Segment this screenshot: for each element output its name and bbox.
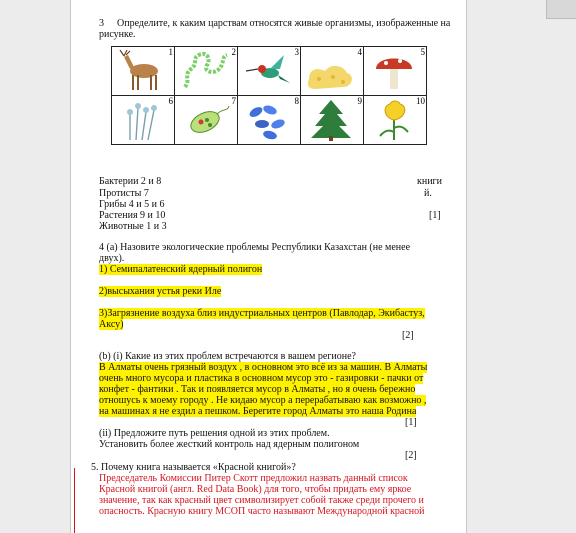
fir-tree-icon	[303, 98, 359, 142]
mold-icon	[114, 98, 170, 142]
side-word: книги	[417, 176, 443, 187]
deer-icon	[114, 49, 170, 93]
bacteria-icon	[240, 98, 296, 142]
cell-number: 3	[294, 47, 299, 57]
corner-tab	[546, 0, 576, 19]
organism-grid	[111, 46, 427, 145]
worksheet-page	[70, 0, 467, 533]
q5-answer-line: значение, так как красный цвет символизирует собой также среди прочего и	[99, 495, 424, 506]
yellow-flower-icon	[366, 98, 422, 142]
q5-answer-line: Председатель Комиссии Питер Скотт предложил назвать данный список	[99, 473, 408, 484]
q4b-ii-prompt: (ii) Предложите путь решения одной из этих проблем.	[99, 428, 330, 439]
q3-prompt-cont: рисунке.	[99, 29, 136, 40]
yeast-culture-icon	[303, 49, 359, 93]
q3-answer-2: Протисты 7	[99, 188, 149, 199]
cell-number: 10	[416, 96, 425, 106]
right-gutter	[465, 0, 576, 533]
margin-line	[74, 468, 75, 533]
q4a-prompt: 4 (a) Назовите экологические проблемы Республики Казахстан (не менее	[99, 242, 411, 253]
q4a-answer-2: 2)высыхания устья реки Иле	[99, 286, 222, 297]
q3-answer-3: Грибы 4 и 5 и 6	[99, 199, 165, 210]
cell-number: 5	[420, 47, 425, 57]
grid-cell	[301, 96, 364, 145]
q3-answer-1: Бактерии 2 и 8	[99, 176, 162, 187]
cell-number: 6	[168, 96, 173, 106]
q4a-answer-3-cont: Аксу)	[99, 319, 124, 330]
hummingbird-icon	[240, 49, 296, 93]
grid-cell	[112, 47, 175, 96]
q4b-ii-answer: Установить более жесткий контроль над ядерным полигоном	[99, 439, 360, 450]
q4b-answer-line: на машинах я не ездил а пешком. Берегите город Алматы это наша Родина	[99, 406, 417, 417]
grid-cell	[175, 96, 238, 145]
q4b-answer-line: очень много мусора и пластика в основном мусор это - газировки - пачки от	[99, 373, 424, 384]
grid-cell	[364, 96, 427, 145]
grid-cell	[301, 47, 364, 96]
q4b-prompt: (b) (i) Какие из этих проблем встречаются в вашем регионе?	[99, 351, 356, 362]
cell-number: 9	[357, 96, 362, 106]
side-word-2: й.	[424, 188, 432, 199]
q4b-score-1: [1]	[405, 417, 417, 428]
q4a-answer-1: 1) Семипалатенский ядерный полигон	[99, 264, 263, 275]
q4a-answer-3: 3)Загрязнение воздуха близ индустриальных центров (Павлодар, Экибастуз,	[99, 308, 425, 319]
spirulina-icon	[177, 49, 233, 93]
euglena-icon	[177, 98, 233, 142]
q4b-answer-line: отношусь к моему городу . Не кидаю мусор а перерабатываю как возможно ,	[99, 395, 427, 406]
q3-answer-4: Растения 9 и 10	[99, 210, 166, 221]
grid-cell	[112, 96, 175, 145]
q4b-answer-line: конфет - фантики . Так и появляется мусор в Алматы , но я очень бережно	[99, 384, 416, 395]
q4b-answer-line: В Алматы очень грязный воздух , в основном это всё из за машин. В Алматы	[99, 362, 428, 373]
q4a-prompt-cont: двух).	[99, 253, 125, 264]
cell-number: 1	[168, 47, 173, 57]
grid-cell	[175, 47, 238, 96]
grid-cell	[238, 96, 301, 145]
q4a-score: [2]	[402, 330, 414, 341]
q3-answer-5: Животные 1 и 3	[99, 221, 167, 232]
q3-score: [1]	[429, 210, 441, 221]
grid-cell	[364, 47, 427, 96]
q3-number: 3	[99, 18, 104, 29]
cell-number: 2	[231, 47, 236, 57]
left-gutter	[0, 0, 70, 533]
grid-cell	[238, 47, 301, 96]
cell-number: 4	[357, 47, 362, 57]
q5-answer-line: опасность. Красную книгу МСОП часто называют Международной красной	[99, 506, 425, 517]
mushroom-icon	[366, 49, 422, 93]
q3-prompt: Определите, к каким царствам относятся живые организмы, изображенные на	[117, 18, 451, 29]
cell-number: 7	[231, 96, 236, 106]
q4b-score-2: [2]	[405, 450, 417, 461]
q5-answer-line: Красной книгой (англ. Red Data Book) для того, чтобы придать ему яркое	[99, 484, 412, 495]
cell-number: 8	[294, 96, 299, 106]
q5-prompt: 5. Почему книга называется «Красной книгой»?	[91, 462, 296, 473]
